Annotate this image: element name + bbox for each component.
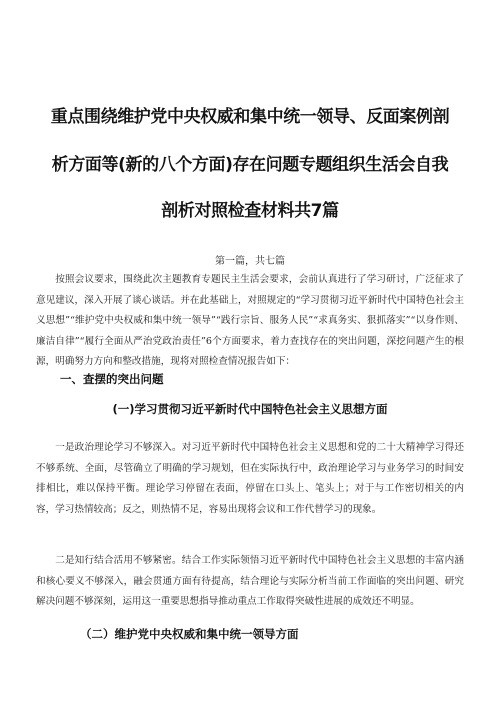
- intro-paragraph: 按照会议要求，围绕此次主题教育专题民主生活会要求，会前认真进行了学习研讨，广泛征求了意见建议，深入开展了谈心谈话。并在此基础上，对照规定的“学习贯彻习近平新时代中国特色社会主义思想”“维护党中央权威和集中统一领导”“践行宗旨、服务人民”“求真务实、狠抓落实”“以身作则、廉洁自律”“履行全面从严治党政治责任”6个方面要求，着力查找存在的突出问题，深挖问题产生的根源，明确努力方向和整改措施，现将对照检查情况报告如下：: [36, 274, 464, 367]
- document-title-line-1: 重点围绕维护党中央权威和集中统一领导、反面案例剖: [50, 107, 450, 127]
- document-title-line-3: 剖析对照检查材料共7篇: [161, 201, 339, 221]
- body-paragraph-1: 一是政治理论学习不够深入。对习近平新时代中国特色社会主义思想和党的二十大精神学习得还不够系统、全面，尽管确立了明确的学习规划，但在实际执行中，政治理论学习与业务学习的时间安排相比，难以保持平衡。理论学习停留在表面，停留在口头上、笔头上；对于与工作密切相关的内容，学习热情较高；反之，则热情不足，容易出现将会议和工作代替学习的现象。: [36, 442, 464, 515]
- section-heading: 一、查摆的突出问题: [60, 372, 164, 386]
- body-paragraph-2: 二是知行结合活用不够紧密。结合工作实际领悟习近平新时代中国特色社会主义思想的丰富内涵和核心要义不够深入，融会贯通方面有待提高，结合理论与实际分析当前工作面临的突出问题、研究解决问题不够深刻，运用这一重要思想指导推动重点工作取得突破性进展的成效还不明显。: [36, 555, 464, 607]
- subsection-heading-1: (一)学习贯彻习近平新时代中国特色社会主义思想方面: [112, 402, 388, 416]
- document-subtitle: 第一篇，共七篇: [215, 256, 285, 267]
- document-title-line-2: 析方面等(新的八个方面)存在问题专题组织生活会自我: [51, 155, 449, 175]
- subsection-heading-2: （二）维护党中央权威和集中统一领导方面: [80, 627, 299, 641]
